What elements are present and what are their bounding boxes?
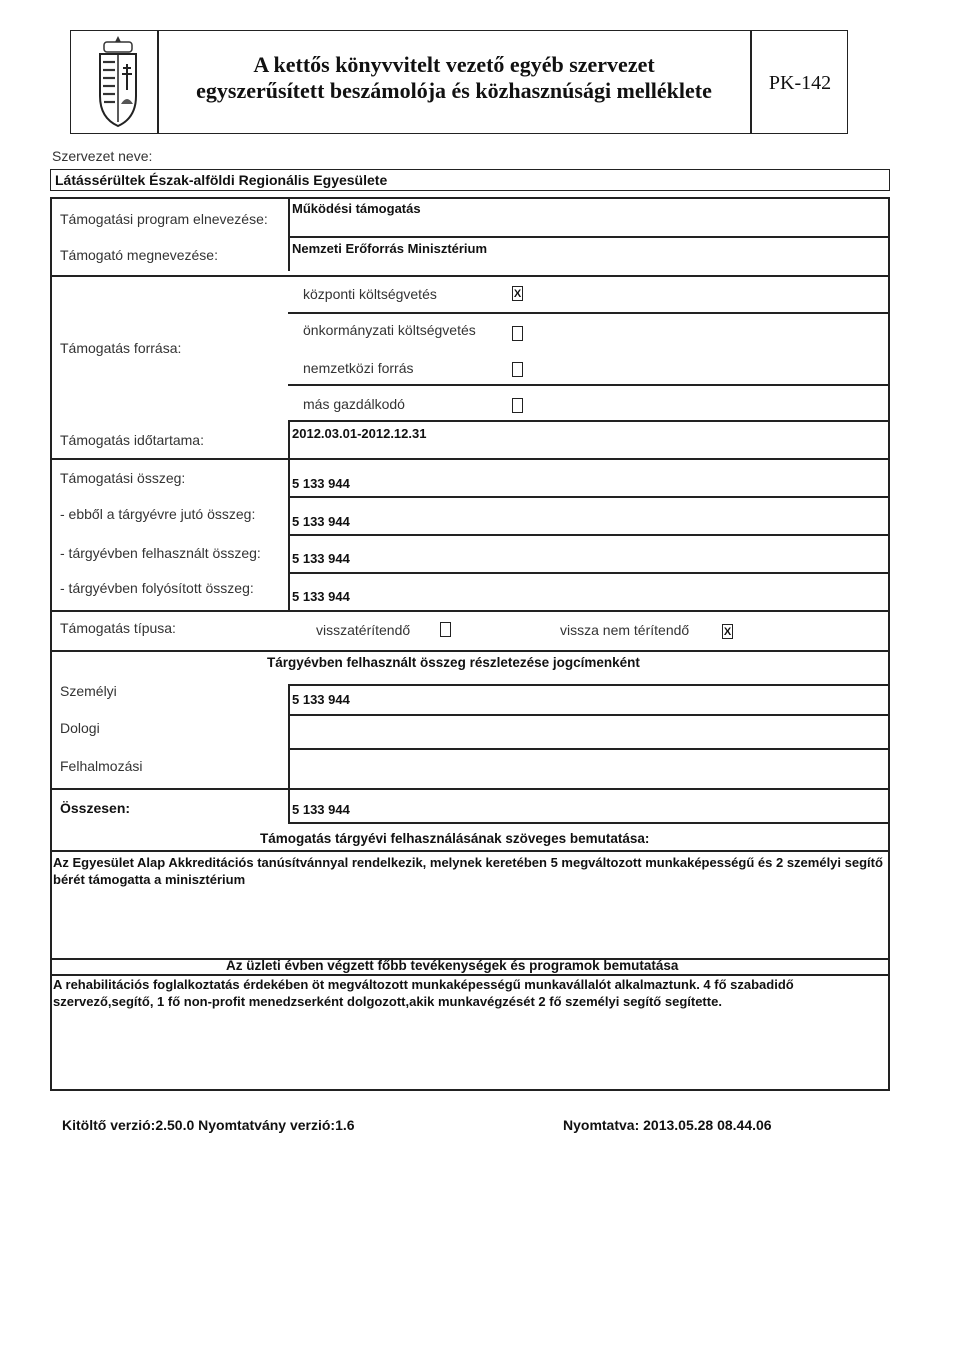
total-label: Összesen:: [60, 800, 131, 816]
footer-printed: Nyomtatva: 2013.05.28 08.44.06: [563, 1117, 772, 1133]
program-name-label: Támogatási program elnevezése:: [60, 211, 268, 227]
personal-value: 5 133 944: [292, 692, 350, 707]
source-central-label: központi költségvetés: [303, 286, 437, 302]
source-central-checkbox[interactable]: X: [513, 288, 522, 300]
type-refundable-checkbox[interactable]: [440, 622, 451, 637]
source-label: Támogatás forrása:: [60, 340, 182, 356]
org-name-label: Szervezet neve:: [52, 148, 153, 164]
year-share-value: 5 133 944: [292, 514, 350, 529]
source-local-label: önkormányzati költségvetés: [303, 322, 476, 338]
type-label: Támogatás típusa:: [60, 620, 176, 636]
investment-label: Felhalmozási: [60, 758, 143, 774]
used-value: 5 133 944: [292, 551, 350, 566]
paid-label: - tárgyévben folyósított összeg:: [60, 580, 254, 596]
duration-value: 2012.03.01-2012.12.31: [292, 426, 427, 441]
source-local-checkbox[interactable]: [512, 326, 523, 341]
coat-of-arms-icon: [90, 34, 146, 130]
amount-value: 5 133 944: [292, 476, 350, 491]
used-label: - tárgyévben felhasznált összeg:: [60, 545, 261, 561]
source-international-label: nemzetközi forrás: [303, 360, 414, 376]
form-code: PK-142: [768, 72, 832, 94]
org-name-value: Látássérültek Észak-alföldi Regionális Egyesülete: [55, 172, 388, 188]
type-nonrefundable-label: vissza nem térítendő: [560, 622, 690, 638]
footer-version: Kitöltő verzió:2.50.0 Nyomtatvány verzió:1.6: [62, 1117, 355, 1133]
activity-text: A rehabilitációs foglalkoztatás érdekében öt megváltozott munkaképességű munkavállalót alkalmaztunk. 4 fő szabadidő szervező,segítő, 1 fő non-profit menedzserként dolgozott,akik munkavégzését 2 fő személyi segítő segítette.: [53, 977, 794, 1009]
supporter-name-value: Nemzeti Erőforrás Minisztérium: [292, 241, 488, 256]
breakdown-heading: Tárgyévben felhasznált összeg részletezése jogcímenként: [267, 655, 640, 670]
type-nonrefundable-checkbox[interactable]: X: [723, 626, 732, 638]
source-other-label: más gazdálkodó: [303, 396, 405, 412]
amount-label: Támogatási összeg:: [60, 470, 186, 486]
personal-label: Személyi: [60, 683, 117, 699]
header-title-line1: A kettős könyvvitelt vezető egyéb szervezet: [253, 52, 655, 77]
type-refundable-label: visszatérítendő: [316, 622, 411, 638]
source-other-checkbox[interactable]: [512, 398, 523, 413]
duration-label: Támogatás időtartama:: [60, 432, 204, 448]
program-name-value: Működési támogatás: [292, 201, 421, 216]
year-share-label: - ebből a tárgyévre jutó összeg:: [60, 506, 256, 522]
activity-heading: Az üzleti évben végzett főbb tevékenységek és programok bemutatása: [226, 958, 679, 973]
supporter-name-label: Támogató megnevezése:: [60, 247, 218, 263]
usage-heading: Támogatás tárgyévi felhasználásának szöveges bemutatása:: [260, 831, 650, 846]
material-label: Dologi: [60, 720, 100, 736]
source-international-checkbox[interactable]: [512, 362, 523, 377]
total-value: 5 133 944: [292, 802, 350, 817]
usage-text: Az Egyesület Alap Akkreditációs tanúsítvánnyal rendelkezik, melynek keretében 5 megváltozott munkaképességű és 2 személyi segítő bérét támogatta a minisztérium: [53, 855, 883, 887]
header-title: [160, 52, 748, 104]
paid-value: 5 133 944: [292, 589, 350, 604]
header-title-line2: egyszerűsített beszámolója és közhasznúsági melléklete: [196, 78, 712, 103]
